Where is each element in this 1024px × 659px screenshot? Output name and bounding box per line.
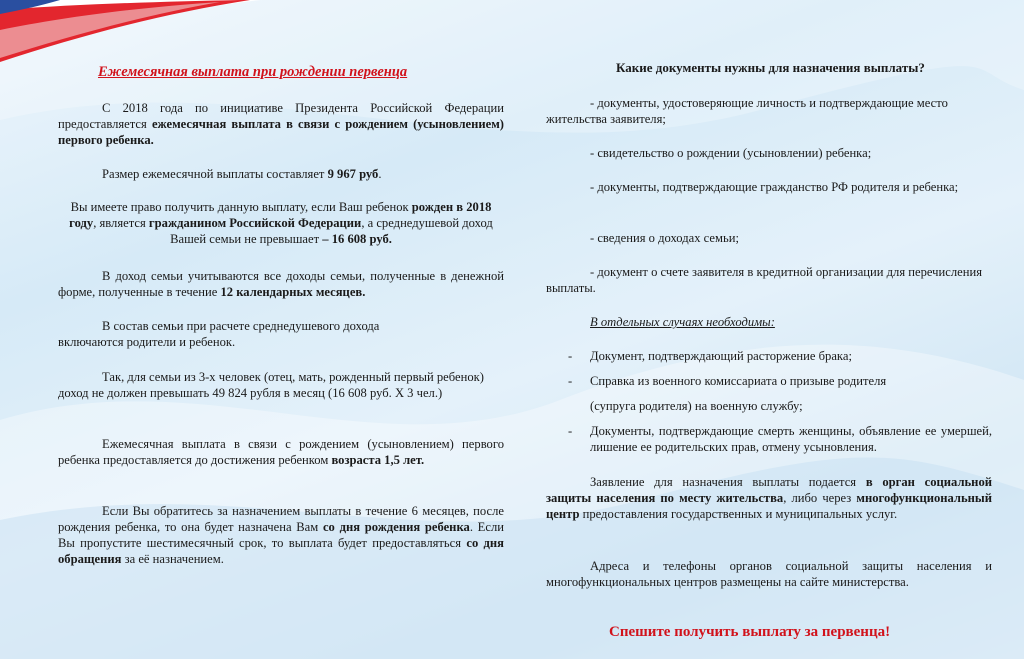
special-item: (супруга родителя) на военную службу; <box>590 399 803 413</box>
text: , либо через <box>783 491 857 505</box>
text: Заявление для назначения выплаты подается <box>590 475 866 489</box>
text: С 2018 года по инициативе Президента Российской Федерации предоставляется <box>58 101 504 131</box>
text: В доход семьи учитываются все доходы семьи, полученные в денежной форме, полученные в течение <box>58 269 504 299</box>
text: Если Вы обратитесь за назначением выплаты в течение 6 месяцев, после рождения ребенка, то она будет назначена Вам <box>58 504 504 534</box>
list-dash: - <box>568 374 573 388</box>
paragraph-family: В состав семьи при расчете среднедушевого дохода включаются родители и ребенок. <box>58 319 380 349</box>
special-item: Документ, подтверждающий расторжение брака; <box>590 349 852 363</box>
doc-item: - сведения о доходах семьи; <box>590 231 739 245</box>
doc-item: - документ о счете заявителя в кредитной организации для перечисления выплаты. <box>546 265 982 295</box>
text: . Если Вы пропустите шестимесячный срок, то выплата будет предоставляться <box>58 520 504 550</box>
doc-item: - свидетельство о рождении (усыновлении) ребенка; <box>590 146 872 160</box>
special-cases-title: В отдельных случаях необходимы: <box>590 315 775 329</box>
text: Вы имеете право получить данную выплату, если Ваш ребенок <box>70 200 412 214</box>
text: . <box>378 167 382 181</box>
bold-text: со дня обращения <box>58 536 504 566</box>
right-title: Какие документы нужны для назначения выплаты? <box>616 60 925 75</box>
bold-text: в орган социальной защиты населения по месту жительства <box>546 475 992 505</box>
text: Размер ежемесячной выплаты составляет <box>102 167 328 181</box>
flag-swoosh-graphic <box>0 0 260 70</box>
special-item: Документы, подтверждающие смерть женщины, объявление ее умершей, лишение ее родительских прав, отмену усыновления. <box>590 424 992 454</box>
list-dash: - <box>568 424 573 438</box>
text: , а среднедушевой доход Вашей семьи не превышает <box>170 216 493 246</box>
left-title: Ежемесячная выплата при рождении первенца <box>98 64 408 80</box>
bold-text: – 16 608 руб. <box>322 232 392 246</box>
bold-text: 9 967 руб <box>327 167 379 181</box>
bold-text: со дня рождения ребенка <box>322 520 470 534</box>
bold-text: ежемесячная выплата в связи с рождением (усыновлением) первого ребенка. <box>58 117 505 147</box>
paragraph-eligibility <box>58 199 504 247</box>
paragraph-intro <box>58 100 504 148</box>
text: предоставления государственных и муниципальных услуг. <box>579 507 898 521</box>
bold-text: возраста 1,5 лет. <box>331 453 425 467</box>
bold-text: рожден в 2018 году <box>69 200 492 230</box>
bold-text: 12 календарных месяцев. <box>220 285 366 299</box>
list-dash: - <box>568 349 573 363</box>
bold-text: многофункциональный центр <box>546 491 992 521</box>
text: за её назначением. <box>121 552 224 566</box>
doc-item: - документы, удостоверяющие личность и подтверждающие место жительства заявителя; <box>546 96 948 126</box>
paragraph-contacts: Адреса и телефоны органов социальной защиты населения и многофункциональных центров размещены на сайте министерства. <box>546 559 992 589</box>
paragraph-timing <box>58 503 504 567</box>
paragraph-income <box>58 268 504 300</box>
text: , является <box>93 216 149 230</box>
text: Ежемесячная выплата в связи с рождением (усыновлением) первого ребенка предоставляется до достижения ребенком <box>58 437 504 467</box>
paragraph-example: Так, для семьи из 3-х человек (отец, мать, рожденный первый ребенок) доход не должен превышать 49 824 рубля в месяц (16 608 руб. Х 3 чел.) <box>58 370 484 400</box>
paragraph-duration <box>58 436 504 468</box>
paragraph-apply <box>546 474 992 522</box>
bold-text: гражданином Российской Федерации <box>148 216 362 230</box>
paragraph-amount <box>58 166 504 182</box>
call-to-action: Спешите получить выплату за первенца! <box>609 624 891 640</box>
doc-item: - документы, подтверждающие гражданство РФ родителя и ребенка; <box>590 180 959 194</box>
special-item: Справка из военного комиссариата о призыве родителя <box>590 374 887 388</box>
